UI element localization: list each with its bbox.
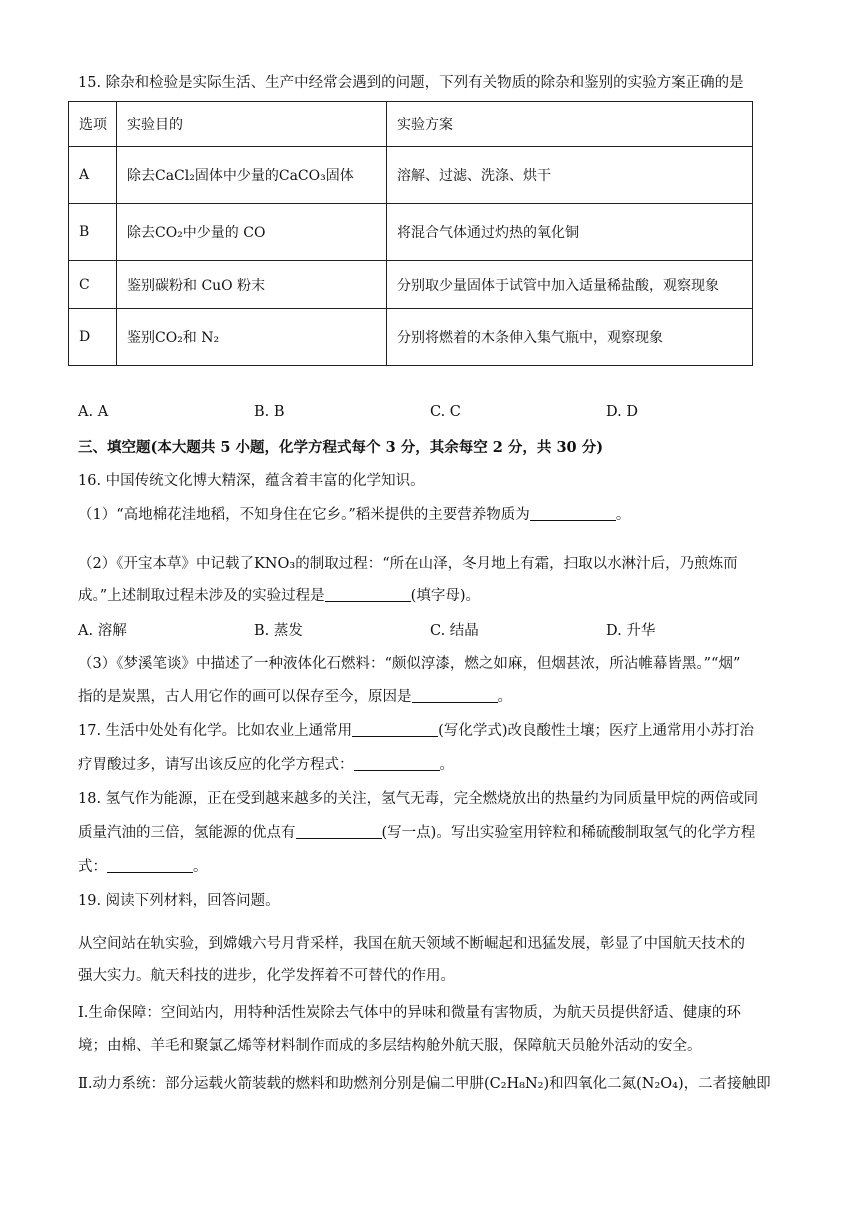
q16-part2-line1: （2）《开宝本草》中记载了KNO₃的制取过程：“所在山泽，冬月地上有霜，扫取以水淋汁后，乃煎炼而 (78, 556, 738, 572)
q16-choices (78, 619, 778, 639)
q19-para2-line2: 境；由棉、羊毛和聚氯乙烯等材料制作而成的多层结构舱外航天服，保障航天员舱外活动的安全。 (78, 1038, 702, 1054)
table-row (69, 309, 753, 366)
q18-text3-after: 。 (193, 859, 208, 875)
section-heading: 三、填空题(本大题共 5 小题，化学方程式每个 3 分，其余每空 2 分，共 30 分) (78, 439, 604, 456)
answer-blank[interactable] (354, 756, 440, 771)
header-purpose: 实验目的 (117, 102, 387, 147)
purpose-cell: 除去CO₂中少量的 CO (117, 204, 387, 261)
plan-cell: 分别取少量固体于试管中加入适量稀盐酸，观察现象 (387, 261, 753, 309)
q16-part2-line2 (78, 586, 480, 606)
choice-b[interactable]: B. 蒸发 (254, 623, 303, 639)
answer-blank[interactable] (296, 824, 382, 839)
choice-d[interactable]: D. 升华 (606, 623, 656, 639)
plan-cell: 溶解、过滤、洗涤、烘干 (387, 147, 753, 204)
q19-para1-line1: 从空间站在轨实验，到嫦娥六号月背采样，我国在航天领域不断崛起和迅猛发展，彰显了中国航天技术的 (78, 936, 745, 952)
option-cell: A (69, 147, 117, 204)
choice-b[interactable]: B. B (254, 404, 285, 420)
table-header-row (69, 102, 753, 147)
q17-line1 (78, 721, 754, 741)
q16-part3-line1: （3）《梦溪笔谈》中描述了一种液体化石燃料：“颇似淳漆，燃之如麻，但烟甚浓，所沾帷幕皆黑。”“烟” (78, 656, 741, 672)
q16-part3-text: 指的是炭黑，古人用它作的画可以保存至今，原因是 (78, 689, 412, 705)
option-cell: C (69, 261, 117, 309)
q16-part1-end: 。 (615, 507, 631, 523)
q17-line2 (78, 755, 454, 775)
q18-line1: 18. 氢气作为能源，正在受到越来越多的关注，氢气无毒，完全燃烧放出的热量约为同质量甲烷的两倍或同 (78, 791, 759, 807)
q16-part2-text: 成。”上述制取过程未涉及的实验过程是 (78, 588, 325, 604)
choice-c[interactable]: C. 结晶 (430, 623, 479, 639)
q16-part3-line2 (78, 687, 512, 707)
choice-a[interactable]: A. 溶解 (78, 623, 127, 639)
q15-stem: 15. 除杂和检验是实际生活、生产中经常会遇到的问题，下列有关物质的除杂和鉴别的实验方案正确的是 (78, 75, 744, 91)
q18-text-after: (写一点)。写出实验室用锌粒和稀硫酸制取氢气的化学方程 (381, 825, 756, 841)
q18-line3 (78, 857, 208, 877)
header-plan: 实验方案 (387, 102, 753, 147)
q16-part1-text: （1）“高地棉花洼地稻，不知身住在它乡。”稻米提供的主要营养物质为 (78, 507, 530, 523)
purpose-cell: 鉴别碳粉和 CuO 粉末 (117, 261, 387, 309)
answer-blank[interactable] (107, 858, 193, 873)
q19-para1-line2: 强大实力。航天科技的进步，化学发挥着不可替代的作用。 (78, 968, 455, 984)
choice-d[interactable]: D. D (606, 404, 638, 420)
q16-part1 (78, 505, 630, 525)
choice-c[interactable]: C. C (430, 404, 461, 420)
purpose-cell: 鉴别CO₂和 N₂ (117, 309, 387, 366)
q15-choices (78, 404, 778, 424)
q16-part3-end: 。 (497, 689, 512, 705)
q18-text: 质量汽油的三倍，氢能源的优点有 (78, 825, 296, 841)
table-row (69, 261, 753, 309)
q17-text2: 疗胃酸过多，请写出该反应的化学方程式： (78, 757, 354, 773)
plan-cell: 分别将燃着的木条伸入集气瓶中，观察现象 (387, 309, 753, 366)
answer-blank[interactable] (352, 722, 438, 737)
q19-para2-line1: Ⅰ.生命保障：空间站内，用特种活性炭除去气体中的异味和微量有害物质，为航天员提供舒适、健康的环 (78, 1005, 741, 1021)
answer-blank[interactable] (530, 506, 616, 521)
q15-table (68, 101, 753, 366)
q16-part2-end: (填字母)。 (410, 588, 480, 604)
q17-text2-after: 。 (439, 757, 454, 773)
q17-text-after: (写化学式)改良酸性土壤；医疗上通常用小苏打治 (438, 723, 754, 739)
purpose-cell: 除去CaCl₂固体中少量的CaCO₃固体 (117, 147, 387, 204)
q17-text: 17. 生活中处处有化学。比如农业上通常用 (78, 723, 353, 739)
option-cell: B (69, 204, 117, 261)
answer-blank[interactable] (325, 587, 411, 602)
q18-text3: 式： (78, 859, 107, 875)
table-row (69, 147, 753, 204)
header-option: 选项 (69, 102, 117, 147)
q19-para3-line1: Ⅱ.动力系统：部分运载火箭装载的燃料和助燃剂分别是偏二甲肼(C₂H₈N₂)和四氧化二氮(N₂O₄)，二者接触即 (78, 1076, 771, 1092)
q18-line2 (78, 823, 755, 843)
q16-stem: 16. 中国传统文化博大精深，蕴含着丰富的化学知识。 (78, 473, 425, 489)
plan-cell: 将混合气体通过灼热的氧化铜 (387, 204, 753, 261)
option-cell: D (69, 309, 117, 366)
table-row (69, 204, 753, 261)
q19-stem: 19. 阅读下列材料，回答问题。 (78, 893, 280, 909)
answer-blank[interactable] (412, 688, 498, 703)
choice-a[interactable]: A. A (78, 404, 109, 420)
